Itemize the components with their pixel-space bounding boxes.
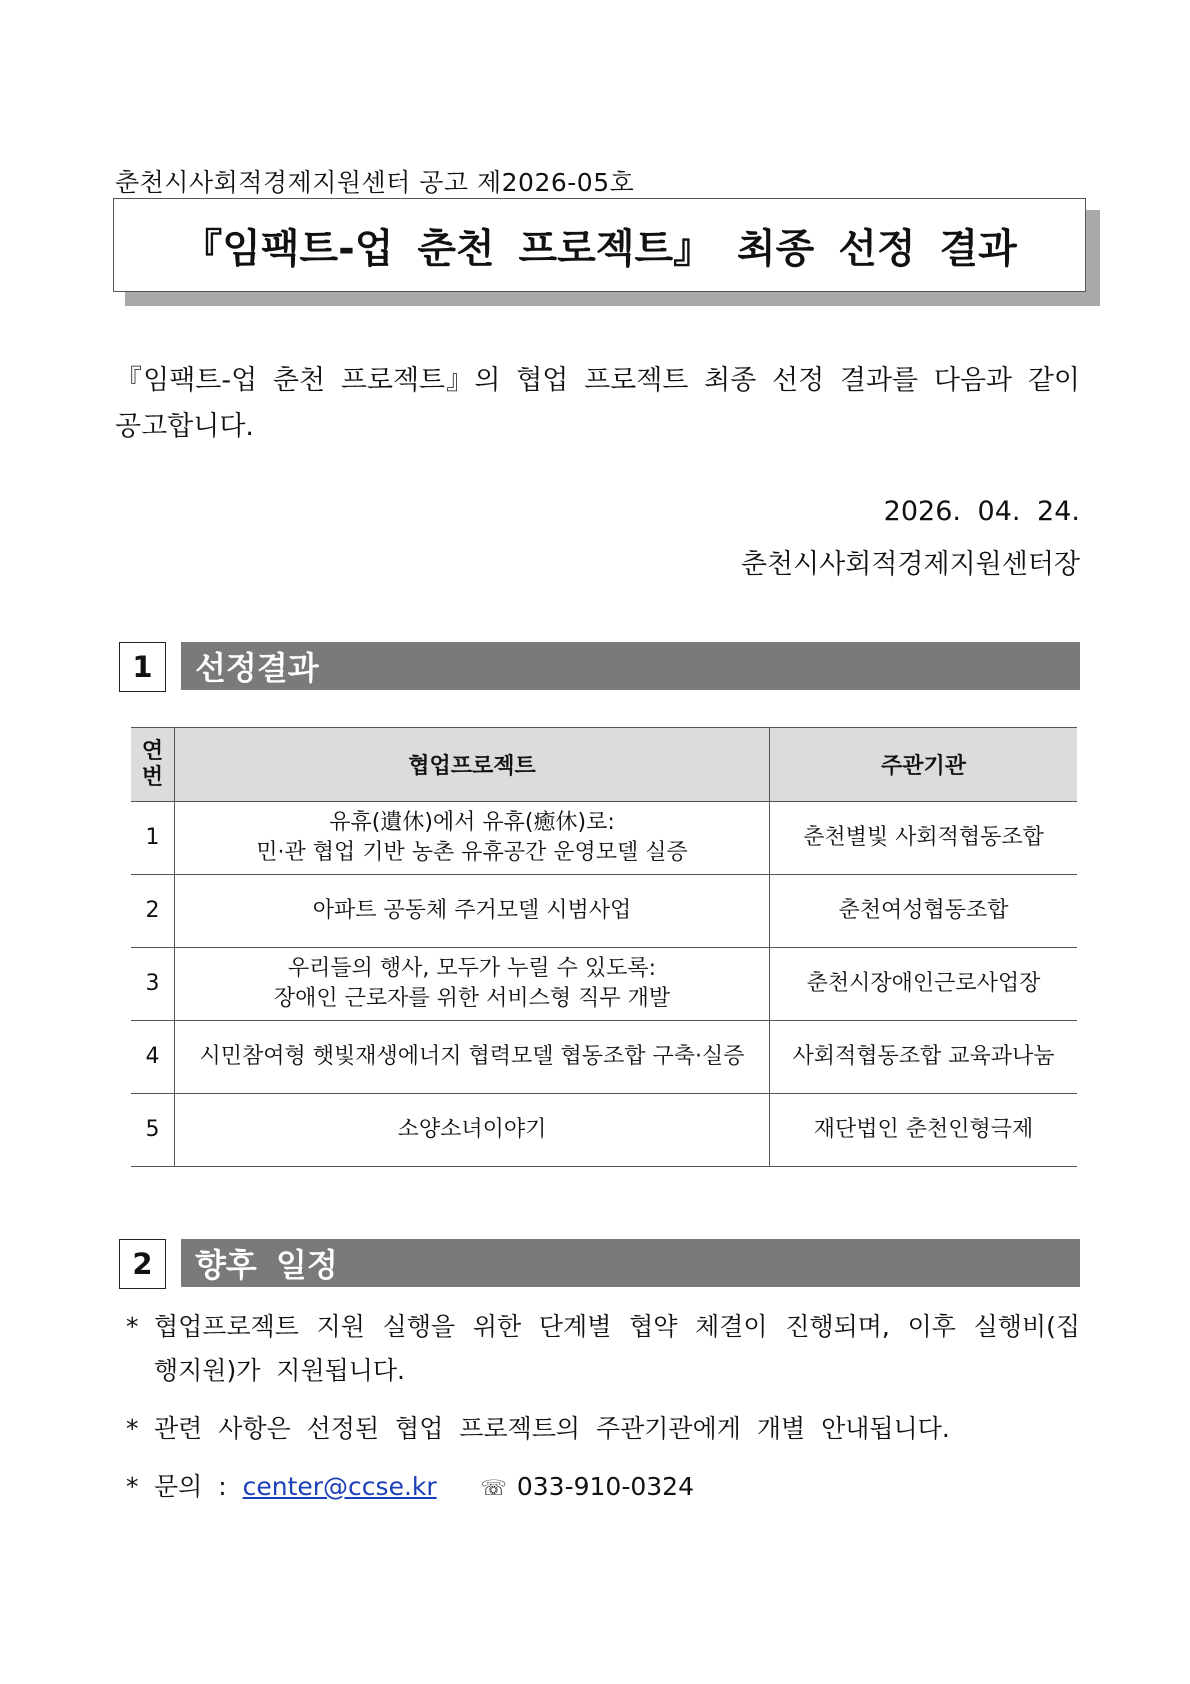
section-1-header xyxy=(119,642,1080,692)
bullet-marker: * xyxy=(126,1472,139,1501)
row-org: 재단법인 춘천인형극제 xyxy=(770,1094,1078,1167)
bullet-marker: * xyxy=(126,1414,139,1443)
table-row xyxy=(131,802,1077,875)
table-row xyxy=(131,1021,1077,1094)
phone-icon: ☏ xyxy=(480,1476,507,1500)
row-project xyxy=(175,948,770,1021)
row-org: 춘천여성협동조합 xyxy=(770,875,1078,948)
header-num: 연번 xyxy=(131,728,175,802)
selection-results-table xyxy=(131,727,1077,1167)
intro-paragraph: 『임팩트-업 춘천 프로젝트』의 협업 프로젝트 최종 선정 결과를 다음과 같이 공고합니다. xyxy=(115,365,1080,442)
section-2-title: 향후 일정 xyxy=(181,1239,1080,1287)
contact-email-link[interactable]: center@ccse.kr xyxy=(242,1472,437,1501)
project-line: 아파트 공동체 주거모델 시범사업 xyxy=(312,898,632,923)
row-project xyxy=(175,1094,770,1167)
row-num: 5 xyxy=(131,1094,175,1167)
project-line: 장애인 근로자를 위한 서비스형 직무 개발 xyxy=(273,986,671,1011)
table-header-row xyxy=(131,728,1077,802)
contact-phone: 033-910-0324 xyxy=(516,1472,694,1501)
note-text: 관련 사항은 선정된 협업 프로젝트의 주관기관에게 개별 안내됩니다. xyxy=(154,1414,950,1443)
notice-date: 2026. 04. 24. xyxy=(883,496,1080,527)
contact-label: 문의 : xyxy=(154,1472,227,1501)
row-num: 2 xyxy=(131,875,175,948)
project-line: 우리들의 행사, 모두가 누릴 수 있도록: xyxy=(287,956,657,981)
contact-item xyxy=(126,1465,1080,1510)
project-line: 민·관 협업 기반 농촌 유휴공간 운영모델 실증 xyxy=(256,840,688,865)
row-org: 사회적협동조합 교육과나눔 xyxy=(770,1021,1078,1094)
section-1-number: 1 xyxy=(119,642,166,692)
section-2-header xyxy=(119,1239,1080,1289)
section-2-number: 2 xyxy=(119,1239,166,1289)
project-line: 소양소녀이야기 xyxy=(397,1117,547,1142)
header-project: 협업프로젝트 xyxy=(175,728,770,802)
note-text: 협업프로젝트 지원 실행을 위한 단계별 협약 체결이 진행되며, 이후 실행비(집행지원)가 지원됩니다. xyxy=(154,1312,1080,1385)
issuer-name: 춘천시사회적경제지원센터장 xyxy=(740,549,1080,580)
header-org: 주관기관 xyxy=(770,728,1078,802)
row-org: 춘천시장애인근로사업장 xyxy=(770,948,1078,1021)
project-line: 시민참여형 햇빛재생에너지 협력모델 협동조합 구축·실증 xyxy=(199,1044,745,1069)
contact-line xyxy=(154,1465,1080,1510)
section-1-title: 선정결과 xyxy=(181,642,1080,690)
table-row xyxy=(131,948,1077,1021)
table-row xyxy=(131,1094,1077,1167)
row-num: 4 xyxy=(131,1021,175,1094)
schedule-notes xyxy=(126,1305,1080,1524)
row-project xyxy=(175,875,770,948)
notice-number: 춘천시사회적경제지원센터 공고 제2026-05호 xyxy=(115,168,635,197)
row-num: 3 xyxy=(131,948,175,1021)
row-num: 1 xyxy=(131,802,175,875)
document-title: 『임팩트-업 춘천 프로젝트』 최종 선정 결과 xyxy=(113,198,1086,292)
row-project xyxy=(175,802,770,875)
note-item xyxy=(126,1407,1080,1451)
note-item xyxy=(126,1305,1080,1393)
bullet-marker: * xyxy=(126,1312,139,1341)
row-org: 춘천별빛 사회적협동조합 xyxy=(770,802,1078,875)
table-row xyxy=(131,875,1077,948)
project-line: 유휴(遺休)에서 유휴(癒休)로: xyxy=(329,810,615,835)
row-project xyxy=(175,1021,770,1094)
